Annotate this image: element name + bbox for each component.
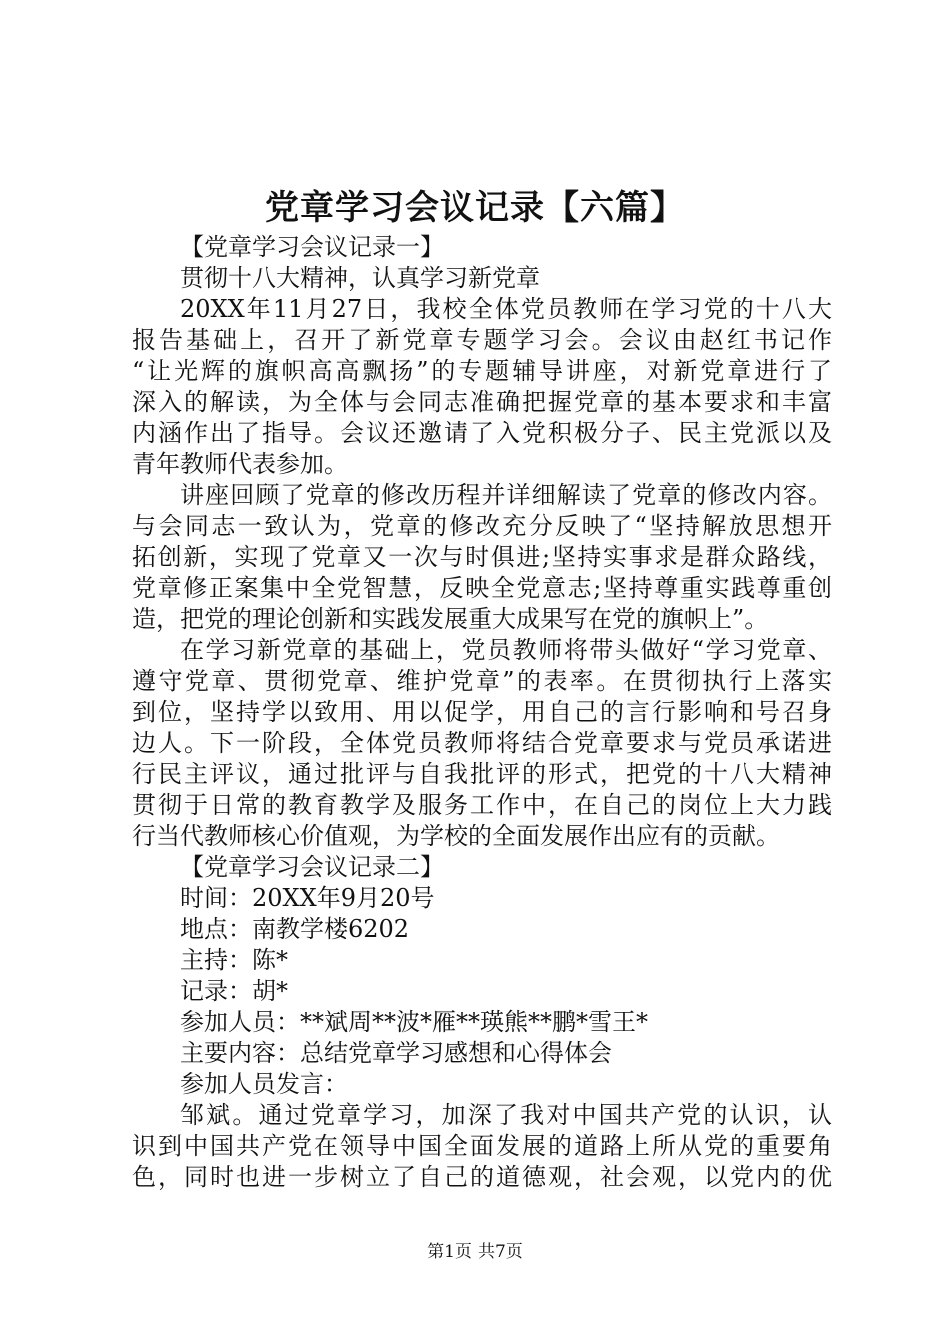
text-line: 与会同志一致认为，党章的修改充分反映了“坚持解放思想开 [132, 512, 832, 540]
text-line: 时间：20XX年9月20号 [180, 884, 435, 912]
text-line: 党章修正案集中全党智慧，反映全党意志;坚持尊重实践尊重创 [132, 574, 832, 602]
text-line: 遵守党章、贯彻党章、维护党章”的表率。在贯彻执行上落实 [132, 667, 832, 695]
text-line: 参加人员：**斌周**波*雁**瑛熊**鹏*雪王* [180, 1008, 648, 1036]
text-line: 到位，坚持学以致用、用以促学，用自己的言行影响和号召身 [132, 698, 832, 726]
page-total: 共7页 [478, 1242, 523, 1262]
text-line: 识到中国共产党在领导中国全面发展的道路上所从党的重要角 [132, 1132, 832, 1160]
text-line: 【党章学习会议记录二】 [180, 853, 444, 881]
page-number: 第1页 [427, 1242, 472, 1262]
text-line: 深入的解读，为全体与会同志准确把握党章的基本要求和丰富 [132, 388, 832, 416]
document-title: 党章学习会议记录【六篇】 [265, 188, 685, 228]
text-line: 行民主评议，通过批评与自我批评的形式，把党的十八大精神 [132, 760, 832, 788]
text-line: 主要内容：总结党章学习感想和心得体会 [180, 1039, 612, 1067]
text-line: 内涵作出了指导。会议还邀请了入党积极分子、民主党派以及 [132, 419, 832, 447]
text-line: 【党章学习会议记录一】 [180, 233, 444, 261]
text-line: 20XX年11月27日，我校全体党员教师在学习党的十八大 [180, 295, 832, 323]
text-line: 造，把党的理论创新和实践发展重大成果写在党的旗帜上”。 [132, 605, 769, 633]
text-line: 边人。下一阶段，全体党员教师将结合党章要求与党员承诺进 [132, 729, 832, 757]
text-line: 参加人员发言： [180, 1070, 348, 1098]
document-body [132, 232, 832, 1193]
text-line: 青年教师代表参加。 [132, 450, 348, 478]
text-line: 邹斌。通过党章学习，加深了我对中国共产党的认识，认 [180, 1101, 832, 1129]
text-line: 主持：陈* [180, 946, 288, 974]
text-line: 色，同时也进一步树立了自己的道德观，社会观，以党内的优 [132, 1163, 832, 1191]
page-footer [0, 1240, 950, 1264]
text-line: 贯彻十八大精神，认真学习新党章 [180, 264, 540, 292]
text-line: 行当代教师核心价值观，为学校的全面发展作出应有的贡献。 [132, 822, 780, 850]
text-line: 贯彻于日常的教育教学及服务工作中，在自己的岗位上大力践 [132, 791, 832, 819]
text-line: 地点：南教学楼6202 [180, 915, 410, 943]
text-line: “让光辉的旗帜高高飘扬”的专题辅导讲座，对新党章进行了 [132, 357, 832, 385]
text-line: 讲座回顾了党章的修改历程并详细解读了党章的修改内容。 [180, 481, 832, 509]
text-line: 拓创新，实现了党章又一次与时俱进;坚持实事求是群众路线， [132, 543, 832, 571]
text-line: 报告基础上，召开了新党章专题学习会。会议由赵红书记作 [132, 326, 832, 354]
text-line: 记录：胡* [180, 977, 288, 1005]
text-line: 在学习新党章的基础上，党员教师将带头做好“学习党章、 [180, 636, 832, 664]
